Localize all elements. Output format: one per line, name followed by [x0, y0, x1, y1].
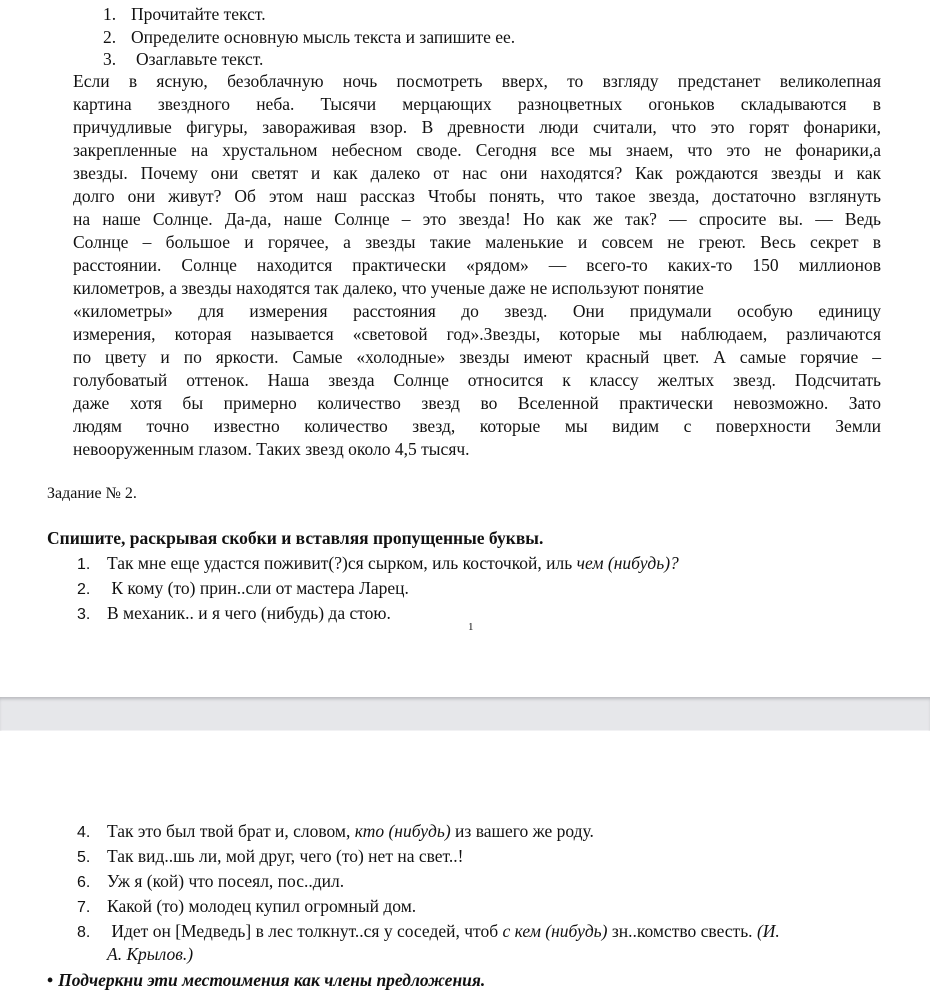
instruction-text: Определите основную мысль текста и запишите ее. [131, 27, 516, 47]
exercise-italic: кто (нибудь) [354, 821, 451, 841]
paragraph-line: долго они живут? Об этом наш рассказ Чтобы понять, что такое звезда, достаточно взглянуть [73, 186, 881, 206]
paragraph-line: даже хотя бы примерно количество звезд во Вселенной практически невозможно. Зато [73, 393, 881, 413]
exercise-text: В механик.. и я чего (нибудь) да стою. [107, 603, 391, 623]
instruction-text: Озаглавьте текст. [136, 49, 264, 69]
exercise-item [77, 870, 344, 894]
exercise-number: 3. [77, 606, 91, 623]
instruction-item [103, 3, 266, 26]
instruction-number: 1. [103, 4, 117, 24]
instruction-number: 2. [103, 27, 117, 47]
paragraph-line: причудливые фигуры, завораживая взор. В древности люди считали, что это горят фонарики, [73, 117, 881, 137]
paragraph-line: измерения, которая называется «световой год».Звезды, которые мы наблюдаем, различаются [73, 324, 881, 344]
exercise-number: 4. [77, 824, 91, 841]
instruction-number: 3. [103, 49, 117, 69]
task-heading: Задание № 2. [47, 485, 137, 502]
exercise-item [77, 820, 594, 844]
exercise-author-italic: (И. [756, 921, 780, 941]
paragraph-line: километров, а звезды находятся так далеко, что ученые даже не используют понятие [73, 278, 704, 298]
paragraph-line: по цвету и по яркости. Самые «холодные» звезды имеют красный цвет. А самые горячие – [73, 347, 881, 367]
exercise-text-after: зн..комство свесть. [607, 921, 757, 941]
exercise-text: Идет он [Медведь] в лес толкнут..ся у соседей, чтоб [107, 921, 503, 941]
paragraph-line: звезды. Почему они светят и как далеко от нас они находятся? Как рождаются звезды и как [73, 163, 881, 183]
paragraph-line: картина звездного неба. Тысячи мерцающих разноцветных огоньков складываются в [73, 94, 881, 114]
paragraph-line: Если в ясную, безоблачную ночь посмотреть вверх, то взгляду предстанет великолепная [73, 71, 881, 91]
instruction-text: Прочитайте текст. [131, 4, 266, 24]
exercise-item [77, 845, 463, 869]
paragraph-line: невооруженным глазом. Таких звезд около 4,5 тысяч. [73, 439, 470, 459]
task-instruction: Спишите, раскрывая скобки и вставляя пропущенные буквы. [47, 528, 544, 548]
exercise-text: К кому (то) прин..сли от мастера Ларец. [107, 578, 409, 598]
final-note [47, 969, 485, 992]
instruction-item [103, 26, 515, 49]
exercise-italic: с кем (нибудь) [502, 921, 608, 941]
exercise-item [77, 602, 391, 626]
exercise-number: 5. [77, 849, 91, 866]
paragraph-line: людям точно известно количество звезд, которые мы видим с поверхности Земли [73, 416, 881, 436]
exercise-item [77, 895, 416, 919]
reading-text-paragraph [73, 70, 881, 461]
exercise-text: Так вид..шь ли, мой друг, чего (то) нет на свет..! [107, 846, 464, 866]
page-break-separator [0, 697, 930, 731]
exercise-number: 8. [77, 924, 91, 941]
exercise-number: 6. [77, 874, 91, 891]
exercise-author-italic: А. Крылов.) [107, 944, 194, 964]
paragraph-line: закрепленные на хрустальном небесном своде. Сегодня все мы знаем, что это не фонарики,а [73, 140, 881, 160]
exercise-text: Так это был твой брат и, словом, [107, 821, 355, 841]
paragraph-line: расстоянии. Солнце находится практически «рядом» — всего-то каких-то 150 миллионов [73, 255, 881, 275]
exercise-text: Какой (то) молодец купил огромный дом. [107, 896, 417, 916]
bullet-icon: • [47, 970, 54, 990]
exercise-text-after: из вашего же роду. [450, 821, 594, 841]
exercise-item [77, 920, 780, 944]
paragraph-line: голубоватый оттенок. Наша звезда Солнце относится к классу желтых звезд. Подсчитать [73, 370, 881, 390]
exercise-number: 7. [77, 899, 91, 916]
exercise-text: Так мне еще удастся поживит(?)ся сырком, иль косточкой, иль [107, 553, 577, 573]
exercise-number: 2. [77, 581, 91, 598]
page-number: 1 [468, 621, 474, 633]
exercise-italic: чем (нибудь)? [576, 553, 679, 573]
exercise-item [77, 577, 409, 601]
exercise-text: Уж я (кой) что посеял, пос..дил. [107, 871, 345, 891]
exercise-author-continued [107, 943, 193, 966]
paragraph-line: «километры» для измерения расстояния до звезд. Они придумали особую единицу [73, 301, 881, 321]
final-note-text: Подчеркни эти местоимения как члены предложения. [58, 970, 486, 990]
exercise-number: 1. [77, 556, 91, 573]
document-page-2 [0, 731, 930, 1004]
exercise-item [77, 552, 679, 576]
paragraph-line: Солнце – большое и горячее, а звезды такие маленькие и совсем не греют. Весь секрет в [73, 232, 881, 252]
instruction-item [103, 48, 263, 71]
paragraph-line: на наше Солнце. Да-да, наше Солнце – это звезда! Но как же так? — спросите вы. — Ведь [73, 209, 881, 229]
